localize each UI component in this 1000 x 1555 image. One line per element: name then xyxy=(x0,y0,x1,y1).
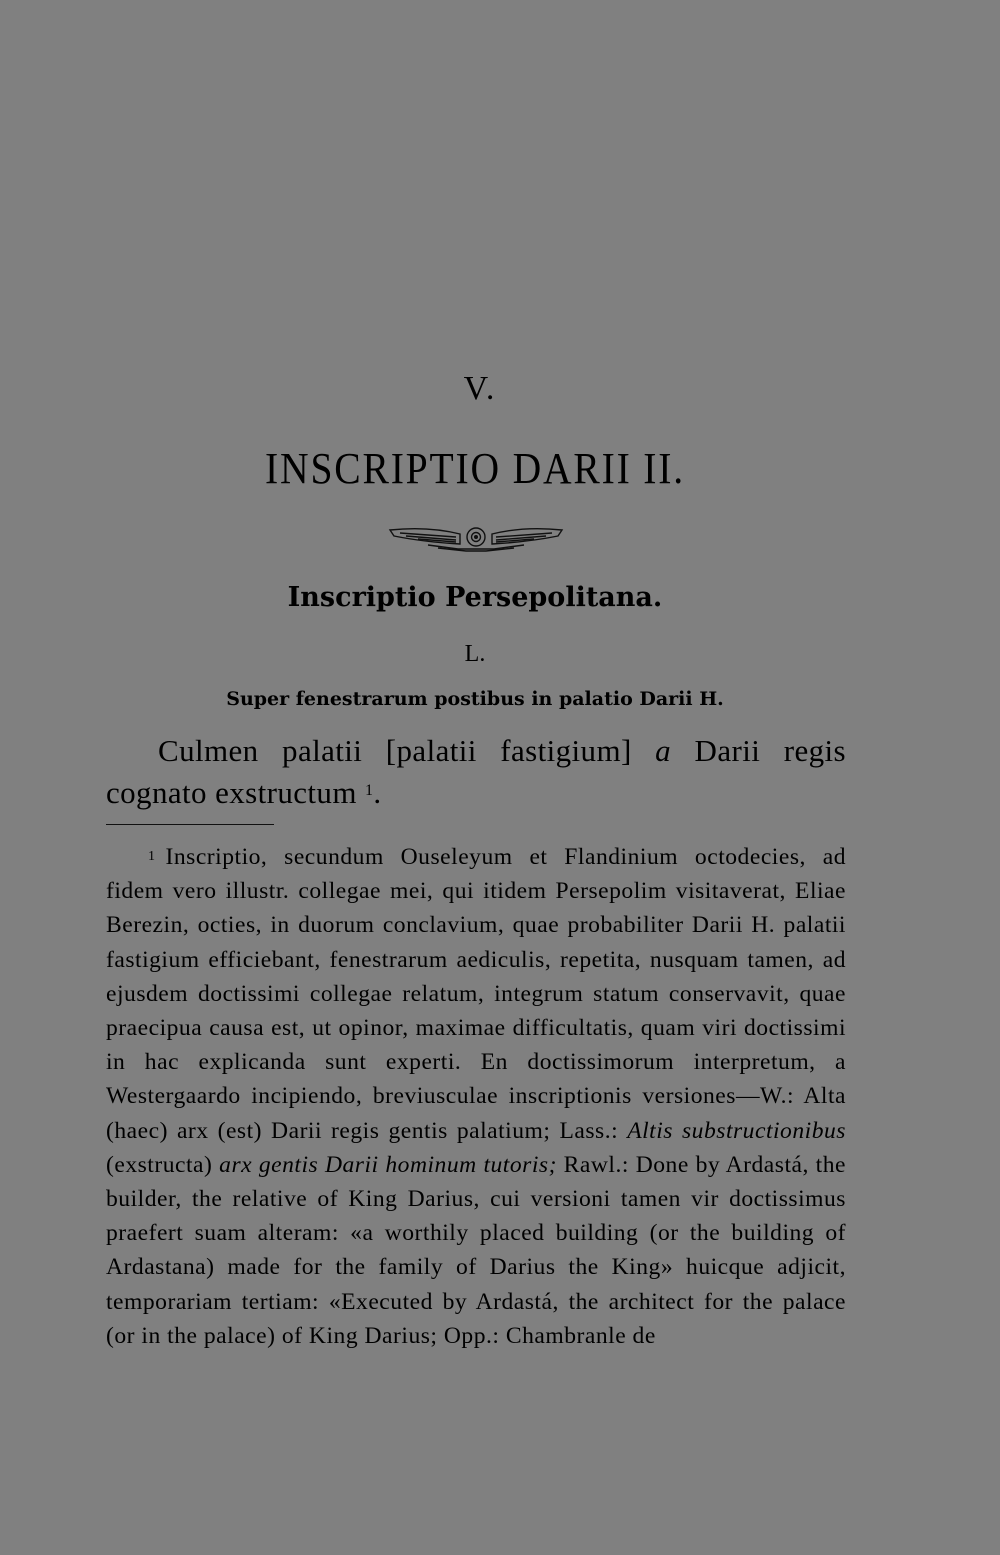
chapter-number: V. xyxy=(463,370,497,407)
inscription-text-part2: Darii regis cognato exstructum xyxy=(106,733,846,810)
footnote-text-3: Rawl.: Done by Ardastá, the builder, the relative of King Darius, cui versioni tamen vir doctissimus praefert suam alteram: «a worthily placed building (or the building of Ardastana) made for the family of Darius the King» huicque adjicit, temporariam tertiam: «Executed by Ardastá, the architect for the palace (or in the palace) of King Darius; Opp.: Chambranle de xyxy=(106,1151,846,1349)
footnote-italic-1: Altis substructionibus xyxy=(627,1117,846,1144)
footnote xyxy=(106,840,846,1353)
footnote-divider xyxy=(106,824,274,825)
winged-disc-ornament-icon xyxy=(388,522,564,552)
inscription-italic-a: a xyxy=(655,733,672,768)
page-title: INSCRIPTIO DARII II. xyxy=(265,444,685,493)
inscription-text-part1: Culmen palatii [palatii fastigium] xyxy=(158,733,656,768)
footnote-mark: 1 xyxy=(148,849,156,864)
footnote-text-1: Inscriptio, secundum Ouseleyum et Flandinium octodecies, ad fidem vero illustr. collegae mei, qui itidem Persepolim visitaverat, Eliae Berezin, octies, in duorum conclavium, quae probabiliter Darii H. palatii fastigium efficiebant, fenestrarum aediculis, repetita, nusquam tamen, ad ejusdem doctissimi collegae relatum, integrum statum conservavit, quae praecipua causa est, ut opinor, maximae difficultatis, quam viri doctissimi in hac explicanda sunt experti. En doctissimorum interpretum, a Westergaardo incipiendo, breviusculae inscriptionis versiones—W.: Alta (haec) arx (est) Darii regis gentis palatium; Lass.: xyxy=(106,844,846,1144)
footnote-text-2: (exstructa) xyxy=(106,1151,220,1178)
inscription-subtitle: Inscriptio Persepolitana. xyxy=(287,582,663,613)
section-label: L. xyxy=(464,641,486,667)
inscription-translation xyxy=(106,730,846,814)
inscription-location: Super fenestrarum postibus in palatio Darii H. xyxy=(226,688,724,710)
inscription-text-end: . xyxy=(373,775,382,810)
footnote-italic-2: arx gentis Darii hominum tutoris; xyxy=(219,1151,557,1178)
footnote-reference: 1 xyxy=(364,782,374,799)
